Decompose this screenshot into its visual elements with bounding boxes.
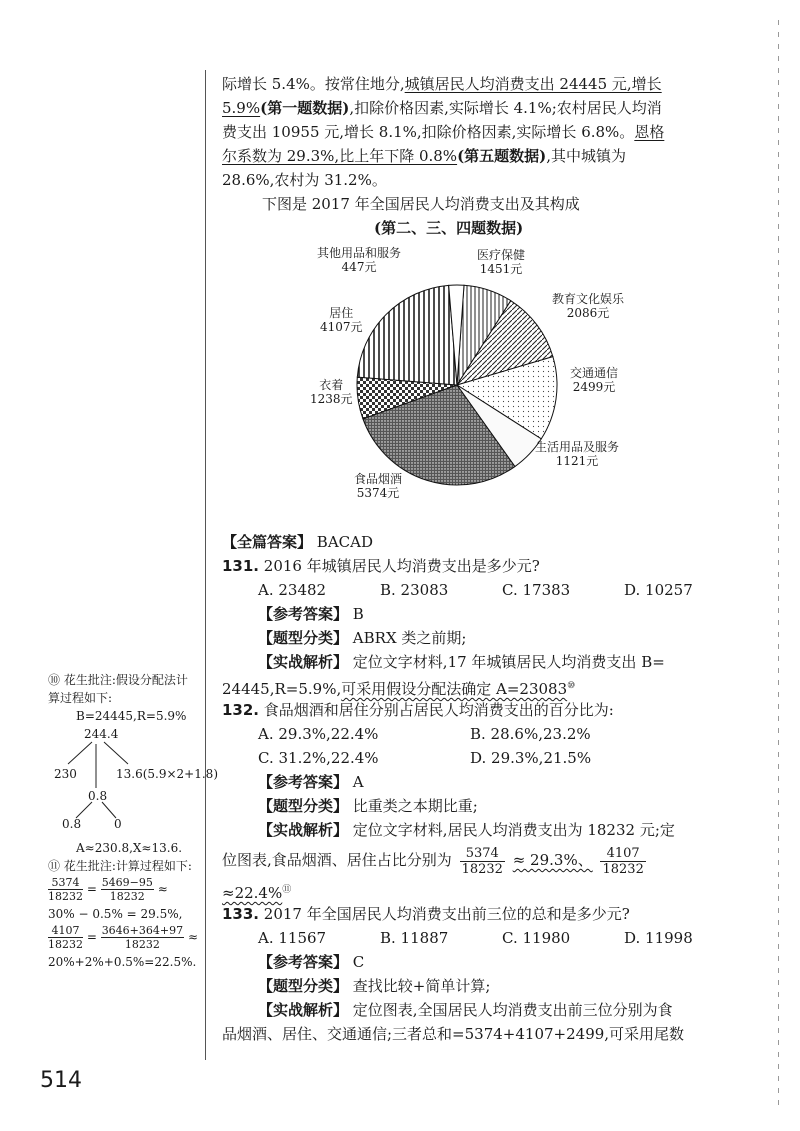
question-number: 132. (222, 701, 260, 719)
analysis-text: 定位图表,全国居民人均消费支出前三位分别为食 (352, 1001, 673, 1019)
type-value: 查找比较+简单计算; (352, 977, 491, 995)
question-text: 2016 年城镇居民人均消费支出是多少元? (263, 557, 540, 575)
question-number: 131. (222, 557, 260, 575)
allocation-tree (48, 726, 218, 832)
option-c: C. 17383 (502, 581, 571, 599)
answer-tag: 【参考答案】 (258, 953, 349, 971)
fraction-numerator: 5374 (48, 876, 83, 890)
options-133 (222, 926, 727, 950)
option-d: D. 29.3%,21.5% (470, 749, 592, 767)
wavy-text: ≈22.4% (222, 884, 283, 902)
type-value: ABRX 类之前期; (352, 629, 467, 647)
fraction-numerator: 3646+364+97 (101, 924, 184, 937)
answer-133 (222, 950, 727, 974)
approx-sign: ≈ (187, 930, 198, 944)
note-11-frac2: $\frac{4107}{18232}$ = $\frac{3646+364+97}{18232}$ ≈ (48, 924, 198, 951)
type-132 (222, 794, 727, 818)
slice-label-other: 其他用品和服务 447元 (317, 246, 402, 274)
tree-node-bottom-right: 0 (114, 817, 122, 831)
analysis-131-cont (222, 674, 727, 698)
tree-node-mid: 0.8 (88, 789, 108, 803)
question-132 (222, 698, 727, 722)
bold-note: (第一题数据) (260, 99, 350, 117)
option-c: C. 11980 (502, 929, 571, 947)
side-fraction (48, 924, 83, 951)
underlined-text: 5.9% (222, 99, 261, 117)
fraction-numerator: 5374 (460, 846, 505, 862)
sidebar-notes (48, 672, 218, 972)
fraction-numerator: 4107 (600, 846, 645, 862)
note-10-line2: 算过程如下: (48, 691, 113, 705)
analysis-text: 定位文字材料,17 年城镇居民人均消费支出 B= (352, 653, 665, 671)
wavy-text: ≈ 29.3%、 (512, 851, 593, 869)
footnote-mark: ⑩ (567, 681, 576, 691)
full-answer-value: BACAD (316, 533, 373, 551)
fraction-food (460, 846, 505, 877)
options-132-row2 (222, 746, 727, 770)
chart-subcaption: (第二、三、四题数据) (374, 219, 524, 237)
question-number: 133. (222, 905, 260, 923)
option-b: B. 23083 (380, 581, 449, 599)
note-11-line2: 30% − 0.5% = 29.5%, (48, 907, 183, 921)
fraction-denominator: 18232 (602, 861, 644, 877)
option-a: A. 23482 (258, 581, 327, 599)
slice-label-medical: 医疗保健 1451元 (477, 248, 526, 276)
fraction-denominator: 18232 (48, 890, 83, 903)
slice-label-education: 教育文化娱乐 2086元 (552, 292, 625, 320)
option-d: D. 10257 (624, 581, 693, 599)
footnote-mark: ⑪ (282, 885, 292, 895)
full-answer-row (222, 530, 727, 554)
answer-value: A (352, 773, 364, 791)
slice-label-daily-goods: 生活用品及服务 1121元 (535, 440, 620, 468)
pie-chart (222, 240, 727, 530)
fraction-denominator: 18232 (48, 938, 83, 951)
type-133 (222, 974, 727, 998)
analysis-133-cont: 品烟酒、居住、交通通信;三者总和=5374+4107+2499,可采用尾数 (222, 1025, 685, 1043)
wavy-text: 可采用假设分配法确定 A=23083 (341, 680, 568, 698)
note-10-line3: B=24445,R=5.9% (76, 709, 187, 723)
para-line-1 (222, 72, 727, 96)
analysis-text: 定位文字材料,居民人均消费支出为 18232 元;定 (352, 821, 675, 839)
slice-label-food: 食品烟酒 5374元 (354, 472, 403, 500)
pie-svg (222, 240, 727, 530)
side-fraction (101, 924, 184, 951)
fraction-denominator: 18232 (124, 938, 160, 951)
chart-caption: 下图是 2017 年全国居民人均消费支出及其构成 (262, 195, 580, 213)
tree-node-top: 244.4 (84, 727, 119, 741)
side-fraction (48, 876, 83, 903)
analysis-132-cont (222, 842, 727, 878)
note-10-result: A≈230.8,X≈13.6. (76, 841, 183, 855)
tree-node-left: 230 (54, 767, 77, 781)
question-131 (222, 554, 727, 578)
analysis-132 (222, 818, 727, 842)
type-tag: 【题型分类】 (258, 629, 349, 647)
fraction-denominator: 18232 (109, 890, 145, 903)
option-d: D. 11998 (624, 929, 693, 947)
answer-tag: 【参考答案】 (258, 605, 349, 623)
options-131 (222, 578, 727, 602)
analysis-tag: 【实战解析】 (258, 653, 349, 671)
answer-value: C (352, 953, 365, 971)
pie-slice-7 (357, 285, 457, 385)
para-line-4 (222, 144, 727, 168)
approx-sign: ≈ (157, 882, 168, 896)
answer-value: B (352, 605, 364, 623)
type-value: 比重类之本期比重; (352, 797, 478, 815)
page-number: 514 (40, 1068, 82, 1093)
options-132-row1 (222, 722, 727, 746)
answer-tag: 【参考答案】 (258, 773, 349, 791)
underlined-text: 恩格 (634, 123, 665, 141)
fraction-numerator: 5469−95 (101, 876, 153, 889)
tree-node-bottom-left: 0.8 (62, 817, 82, 831)
main-column (222, 72, 727, 1046)
tree-node-right: 13.6(5.9×2+1.8) (116, 767, 218, 781)
question-133 (222, 902, 727, 926)
underlined-text: 尔系数为 29.3%,比上年下降 0.8% (222, 147, 458, 165)
underlined-text: 城镇居民人均消费支出 24445 元,增长 (404, 75, 662, 93)
analysis-131 (222, 650, 727, 674)
text: 际增长 5.4%。按常住地分, (222, 75, 405, 93)
fraction-housing (600, 846, 645, 877)
page-edge-dots (778, 20, 779, 1110)
type-tag: 【题型分类】 (258, 977, 349, 995)
note-11-head: ⑪ 花生批注:计算过程如下: (48, 859, 192, 873)
option-a: A. 11567 (258, 929, 327, 947)
text: ,扣除价格因素,实际增长 4.1%;农村居民人均消 (349, 99, 662, 117)
option-c: C. 31.2%,22.4% (258, 749, 379, 767)
question-text: 2017 年全国居民人均消费支出前三位的总和是多少元? (263, 905, 630, 923)
slice-label-housing: 居住 4107元 (320, 306, 363, 334)
analysis-133 (222, 998, 727, 1022)
bold-note: (第五题数据) (457, 147, 547, 165)
note-11-line4: 20%+2%+0.5%=22.5%. (48, 955, 197, 969)
side-fraction (101, 876, 154, 903)
text: 费支出 10955 元,增长 8.1%,扣除价格因素,实际增长 6.8%。 (222, 123, 635, 141)
para-line-2 (222, 96, 727, 120)
option-b: B. 11887 (380, 929, 449, 947)
type-131 (222, 626, 727, 650)
answer-132 (222, 770, 727, 794)
fraction-denominator: 18232 (461, 861, 503, 877)
note-10-head: ⑩ 花生批注:假设分配法计 (48, 673, 188, 687)
type-tag: 【题型分类】 (258, 797, 349, 815)
analysis-tag: 【实战解析】 (258, 1001, 349, 1019)
option-b: B. 28.6%,23.2% (470, 725, 591, 743)
slice-label-clothing: 衣着 1238元 (310, 378, 353, 406)
analysis-text: 位图表,食品烟酒、居住占比分别为 (222, 851, 452, 869)
analysis-132-end (222, 878, 727, 902)
text: ,其中城镇为 (546, 147, 627, 165)
question-text: 食品烟酒和居住分别占居民人均消费支出的百分比为: (263, 701, 614, 719)
slice-label-transport: 交通通信 2499元 (570, 366, 619, 394)
para-line-3 (222, 120, 727, 144)
full-answer-tag: 【全篇答案】 (222, 533, 313, 551)
option-a: A. 29.3%,22.4% (258, 725, 379, 743)
answer-131 (222, 602, 727, 626)
analysis-text: 24445,R=5.9%, (222, 680, 342, 698)
note-11-frac1: $\frac{5374}{18232}$ = $\frac{5469-95}{18232}$ ≈ (48, 876, 168, 903)
para-line-5: 28.6%,农村为 31.2%。 (222, 171, 387, 189)
analysis-tag: 【实战解析】 (258, 821, 349, 839)
fraction-numerator: 4107 (48, 924, 83, 938)
